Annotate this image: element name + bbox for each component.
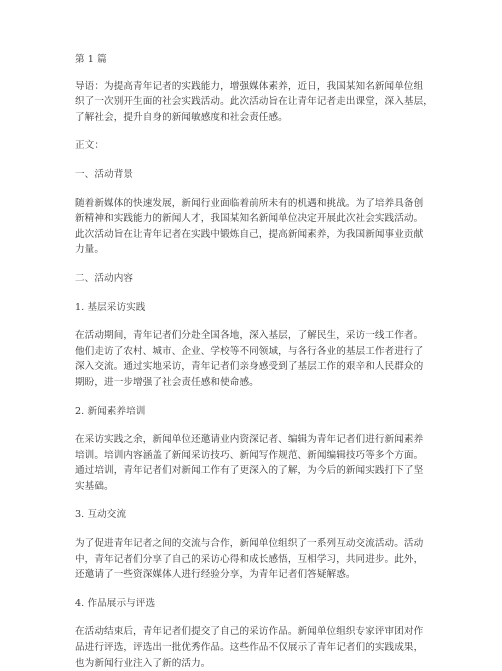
paragraph-line: 他们走访了农村、城市、企业、学校等不同领域，与各行各业的基层工作者进行了 (75, 345, 424, 357)
subheading-showcase: 4. 作品展示与评选 (75, 597, 156, 609)
paragraph-line: 实基础。 (75, 480, 114, 492)
paragraph-line: 通过培训，青年记者们对新闻工作有了更深入的了解，为今后的新闻实践打下了坚 (75, 465, 424, 477)
paragraph-line: 在采访实践之余，新闻单位还邀请业内资深记者、编辑为青年记者们进行新闻素养 (75, 434, 424, 446)
background-line: 此次活动旨在让青年记者在实践中锻炼自己，提高新闻素养，为我国新闻事业贡献 (75, 228, 424, 240)
paragraph-line: 为了促进青年记者之间的交流与合作，新闻单位组织了一系列互动交流活动。活动 (75, 538, 424, 550)
paragraph-line: 期盼，进一步增强了社会责任感和使命感。 (75, 376, 259, 388)
background-line: 随着新媒体的快速发展，新闻行业面临着前所未有的机遇和挑战。为了培养具备创 (75, 197, 424, 209)
field-interview-paragraph (75, 328, 435, 390)
background-paragraph (75, 196, 435, 258)
paragraph-line: 中，青年记者们分享了自己的采访心得和成长感悟，互相学习，共同进步。此外， (75, 553, 424, 565)
background-line: 力量。 (75, 244, 105, 256)
intro-line: 织了一次别开生面的社会实践活动。此次活动旨在让青年记者走出课堂，深入基层， (75, 96, 433, 108)
body-label: 正文： (75, 140, 105, 152)
exchange-paragraph (75, 536, 435, 583)
paragraph-line: 在活动期间，青年记者们分赴全国各地，深入基层，了解民生，采访一线工作者。 (75, 330, 424, 342)
paragraph-line: 还邀请了一些资深媒体人进行经验分享，为青年记者们答疑解惑。 (75, 569, 356, 581)
intro-paragraph (75, 79, 435, 126)
paragraph-line: 品进行评选，评选出一批优秀作品。这些作品不仅展示了青年记者们的实践成果， (75, 642, 424, 654)
subheading-field-interview: 1. 基层采访实践 (75, 301, 146, 313)
background-line: 新精神和实践能力的新闻人才，我国某知名新闻单位决定开展此次社会实践活动。 (75, 213, 424, 225)
intro-line: 导语：为提高青年记者的实践能力，增强媒体素养，近日，我国某知名新闻单位组 (75, 80, 424, 92)
paragraph-line: 培训。培训内容涵盖了新闻采访技巧、新闻写作规范、新闻编辑技巧等多个方面。 (75, 449, 424, 461)
subheading-exchange: 3. 互动交流 (75, 509, 127, 521)
subheading-training: 2. 新闻素养培训 (75, 405, 146, 417)
paragraph-line: 深入交流。通过实地采访，青年记者们亲身感受到了基层工作的艰辛和人民群众的 (75, 361, 424, 373)
intro-line: 了解社会，提升自身的新闻敏感度和社会责任感。 (75, 111, 288, 123)
training-paragraph (75, 432, 435, 494)
section-label: 第 1 篇 (75, 54, 107, 65)
showcase-paragraph (75, 624, 435, 671)
heading-background: 一、活动背景 (75, 168, 134, 180)
paragraph-line: 也为新闻行业注入了新的活力。 (75, 657, 211, 669)
document-page (75, 52, 435, 671)
heading-content: 二、活动内容 (75, 272, 134, 284)
paragraph-line: 在活动结束后，青年记者们提交了自己的采访作品。新闻单位组织专家评审团对作 (75, 626, 424, 638)
